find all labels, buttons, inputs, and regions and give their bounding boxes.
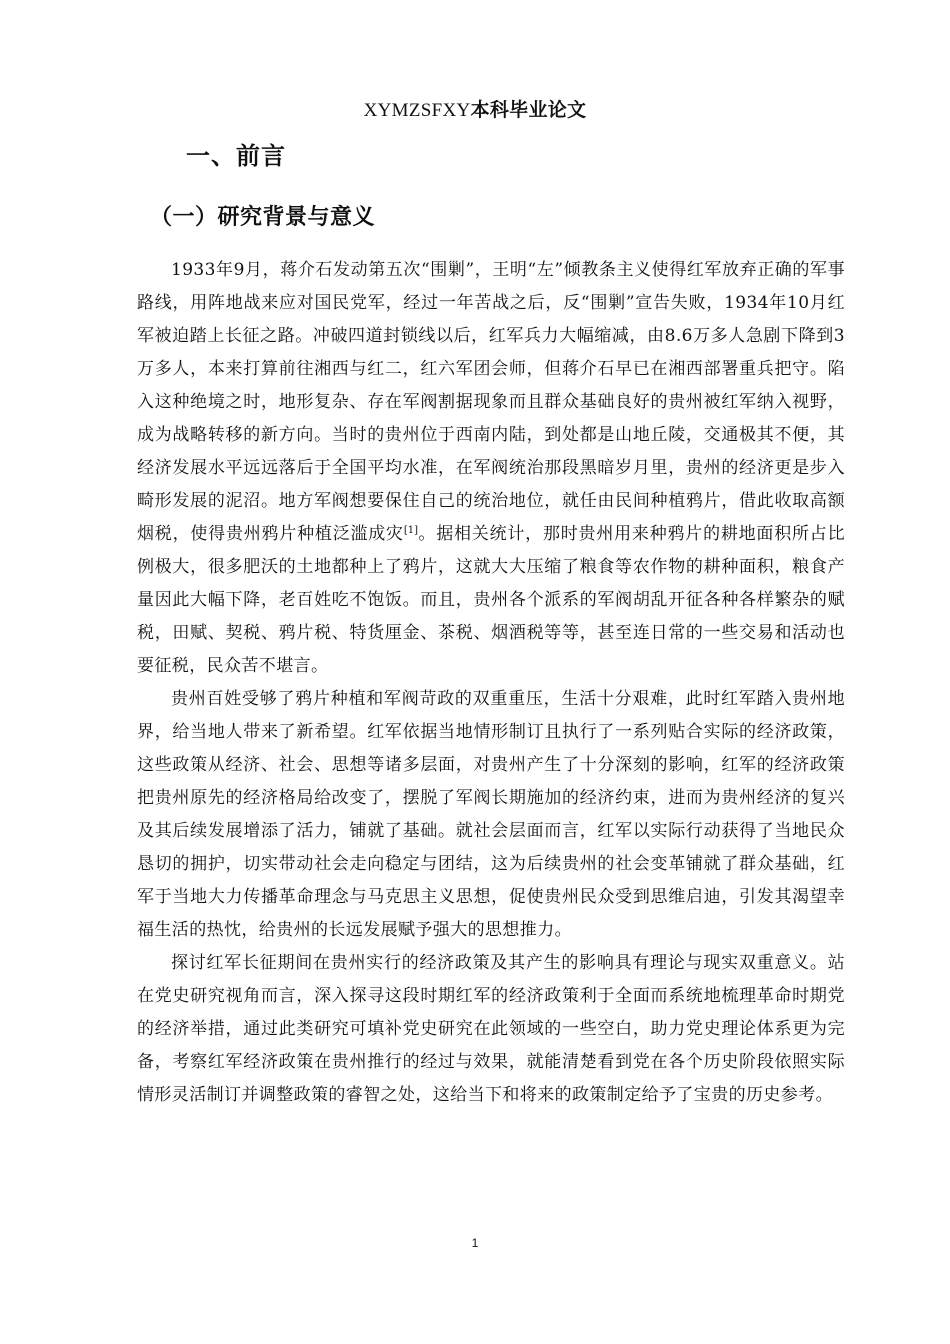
page-number: 1 xyxy=(471,1236,479,1250)
paragraph-3: 探讨红军长征期间在贵州实行的经济政策及其产生的影响具有理论与现实双重意义。站在党史研究视角而言，深入探寻这段时期红军的经济政策利于全面而系统地梳理革命时期党的经济举措，通过此类研究可填补党史研究在此领域的一些空白，助力党史理论体系更为完备，考察红军经济政策在贵州推行的经过与效果，就能清楚看到党在各个历史阶段依照实际情形灵活制订并调整政策的睿智之处，这给当下和将来的政策制定给予了宝贵的历史参考。 xyxy=(137,953,845,1105)
subsection-heading: （一）研究背景与意义 xyxy=(150,205,376,230)
running-header xyxy=(0,95,950,122)
paragraph-1-text-b: 。据相关统计，那时贵州用来种鸦片的耕地面积所占比例极大，很多肥沃的土地都种上了鸦片，这就大大压缩了粮食等农作物的耕种面积，粮食产量因此大幅下降，老百姓吃不饱饭。而且，贵州各个派系的军阀胡乱开征各种各样繁杂的赋税，田赋、契税、鸦片税、特货厘金、茶税、烟酒税等等，甚至连日常的一些交易和活动也要征税，民众苦不堪言。 xyxy=(137,524,845,676)
header-title: 本科毕业论文 xyxy=(470,99,587,121)
section-heading: 一、前言 xyxy=(186,142,286,170)
paragraph-1 xyxy=(137,254,845,683)
paragraph-1-text-a: 1933年9月，蒋介石发动第五次“围剿”，王明“左”倾教条主义使得红军放弃正确的军事路线，用阵地战来应对国民党军，经过一年苦战之后，反“围剿”宣告失败，1934年10月红军被迫踏上长征之路。冲破四道封锁线以后，红军兵力大幅缩减，由8.6万多人急剧下降到3万多人，本来打算前往湘西与红二，红六军团会师，但蒋介石早已在湘西部署重兵把守。陷入这种绝境之时，地形复杂、存在军阀割据现象而且群众基础良好的贵州被红军纳入视野，成为战略转移的新方向。当时的贵州位于西南内陆，到处都是山地丘陵，交通极其不便，其经济发展水平远远落后于全国平均水准，在军阀统治那段黑暗岁月里，贵州的经济更是步入畸形发展的泥沼。地方军阀想要保住自己的统治地位，就任由民间种植鸦片，借此收取高额烟税，使得贵州鸦片种植泛滥成灾 xyxy=(137,260,845,544)
body-text xyxy=(137,254,845,1112)
header-code: XYMZSFXY xyxy=(363,100,471,121)
citation-1: [1] xyxy=(403,525,419,536)
paragraph-2: 贵州百姓受够了鸦片种植和军阀苛政的双重重压，生活十分艰难，此时红军踏入贵州地界，给当地人带来了新希望。红军依据当地情形制订且执行了一系列贴合实际的经济政策，这些政策从经济、社会、思想等诸多层面，对贵州产生了十分深刻的影响，红军的经济政策把贵州原先的经济格局给改变了，摆脱了军阀长期施加的经济约束，进而为贵州经济的复兴及其后续发展增添了活力，铺就了基础。就社会层面而言，红军以实际行动获得了当地民众恳切的拥护，切实带动社会走向稳定与团结，这为后续贵州的社会变革铺就了群众基础，红军于当地大力传播革命理念与马克思主义思想，促使贵州民众受到思维启迪，引发其渴望幸福生活的热忱，给贵州的长远发展赋予强大的思想推力。 xyxy=(137,689,845,940)
